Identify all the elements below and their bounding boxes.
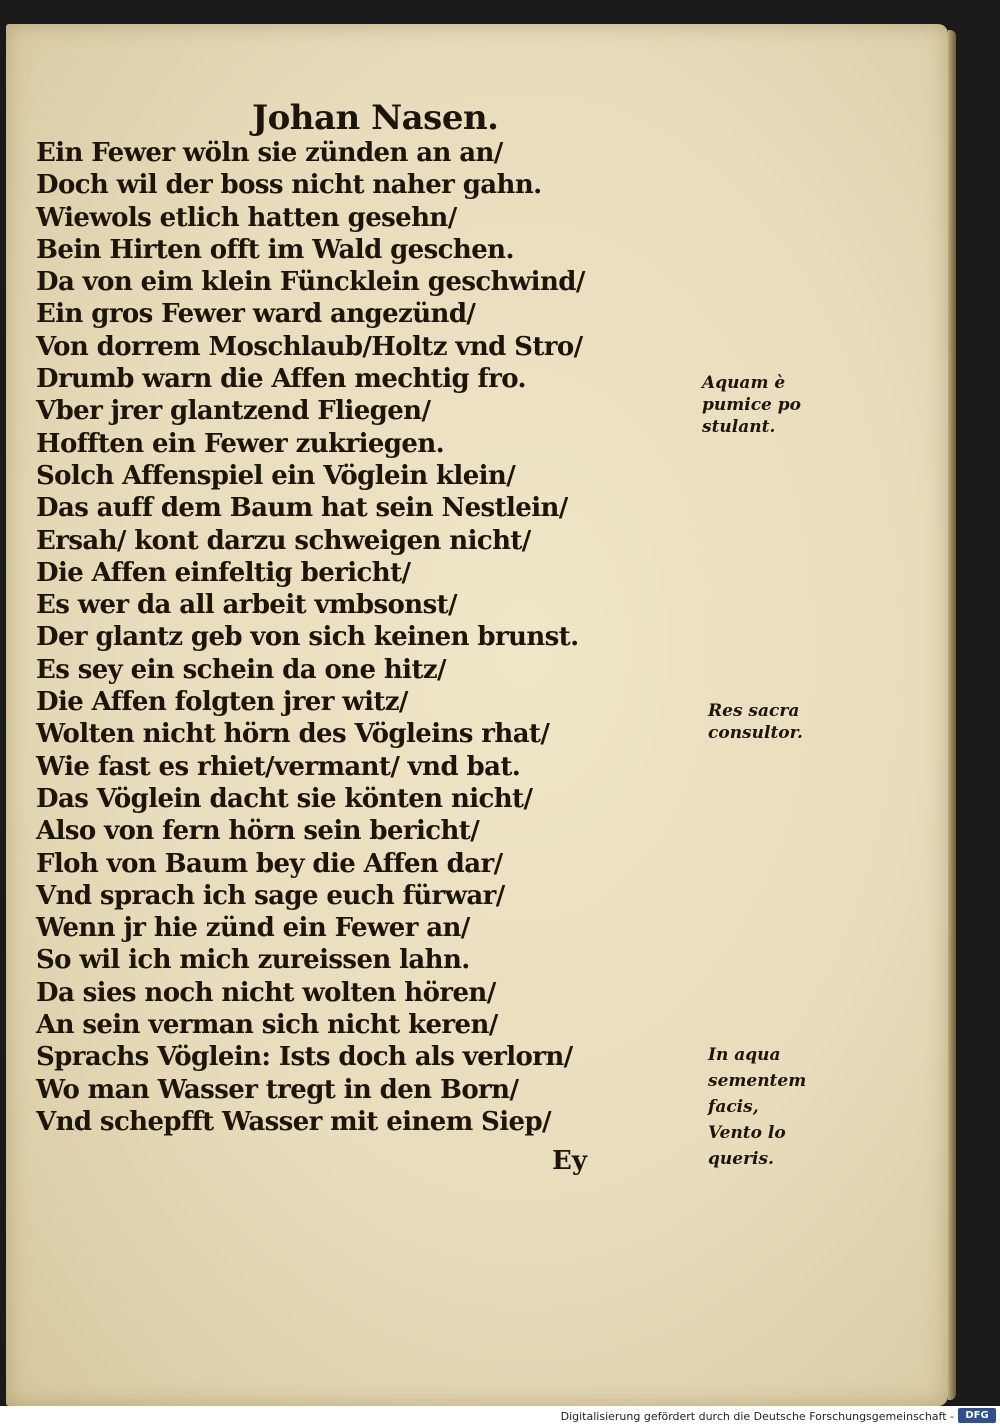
marginal-note-line: sementem [708,1071,807,1091]
verse-block [36,137,656,1138]
marginal-note-line: Aquam è [702,373,786,393]
verse-line: So wil ich mich zureissen lahn. [36,945,470,976]
catchword: Ey [552,1146,587,1176]
verse-line: Hofften ein Fewer zukriegen. [36,428,445,459]
verse-line: Floh von Baum bey die Affen dar/ [36,848,503,879]
verse-line: Da von eim klein Füncklein geschwind/ [36,267,585,298]
marginal-note [708,1042,806,1172]
verse-line: Sprachs Vöglein: Ists doch als verlorn/ [36,1042,573,1073]
verse-line: Ein gros Fewer ward angezünd/ [36,299,476,330]
verse-line: Ersah/ kont darzu schweigen nicht/ [36,525,531,556]
verse-line: Drumb warn die Affen mechtig fro. [36,364,526,395]
marginal-note-line: stulant. [702,417,776,437]
verse-line: Vnd sprach ich sage euch fürwar/ [36,880,505,911]
verse-line: Wolten nicht hörn des Vögleins rhat/ [36,719,550,750]
marginal-note [702,372,801,438]
verse-line: Da sies noch nicht wolten hören/ [36,977,496,1008]
verse-line: Vber jrer glantzend Fliegen/ [36,396,431,427]
verse-line: Wiewols etlich hatten gesehn/ [36,202,457,233]
verse-line: Vnd schepfft Wasser mit einem Siep/ [36,1106,551,1137]
verse-line: Von dorrem Moschlaub/Holtz vnd Stro/ [36,331,583,362]
marginal-note-line: Vento lo [708,1123,786,1143]
verse-line: Also von fern hörn sein bericht/ [36,816,480,847]
verse-line: Die Affen einfeltig bericht/ [36,557,411,588]
verse-line: Der glantz geb von sich keinen brunst. [36,622,579,653]
verse-line: Wo man Wasser tregt in den Born/ [36,1074,519,1105]
verse-line: Doch wil der boss nicht naher gahn. [36,170,542,201]
page-edge [948,30,956,1400]
verse-line: Es wer da all arbeit vmbsonst/ [36,590,457,621]
verse-line: Das auff dem Baum hat sein Nestlein/ [36,493,568,524]
running-head: Johan Nasen. [252,98,499,138]
verse-line: Es sey ein schein da one hitz/ [36,654,446,685]
verse-line: Wenn jr hie zünd ein Fewer an/ [36,913,470,944]
marginal-note-line: pumice po [702,395,802,415]
marginal-note [708,700,803,744]
dfg-logo: DFG [958,1408,996,1423]
marginal-note-line: In aqua [708,1045,781,1065]
marginal-note-line: queris. [708,1149,774,1169]
marginal-note-line: facis, [708,1097,759,1117]
verse-line: An sein verman sich nicht keren/ [36,1010,498,1041]
verse-line: Die Affen folgten jrer witz/ [36,687,408,718]
verse-line: Solch Affenspiel ein Vöglein klein/ [36,460,516,491]
marginal-note-line: Res sacra [708,701,800,721]
verse-line: Wie fast es rhiet/vermant/ vnd bat. [36,751,521,782]
marginal-note-line: consultor. [708,723,803,743]
verse-line: Bein Hirten offt im Wald geschen. [36,234,514,265]
verse-line: Ein Fewer wöln sie zünden an an/ [36,138,503,168]
verse-line: Das Vöglein dacht sie könten nicht/ [36,783,533,814]
funding-credit: Digitalisierung gefördert durch die Deutsche Forschungsgemeinschaft - [560,1410,954,1423]
